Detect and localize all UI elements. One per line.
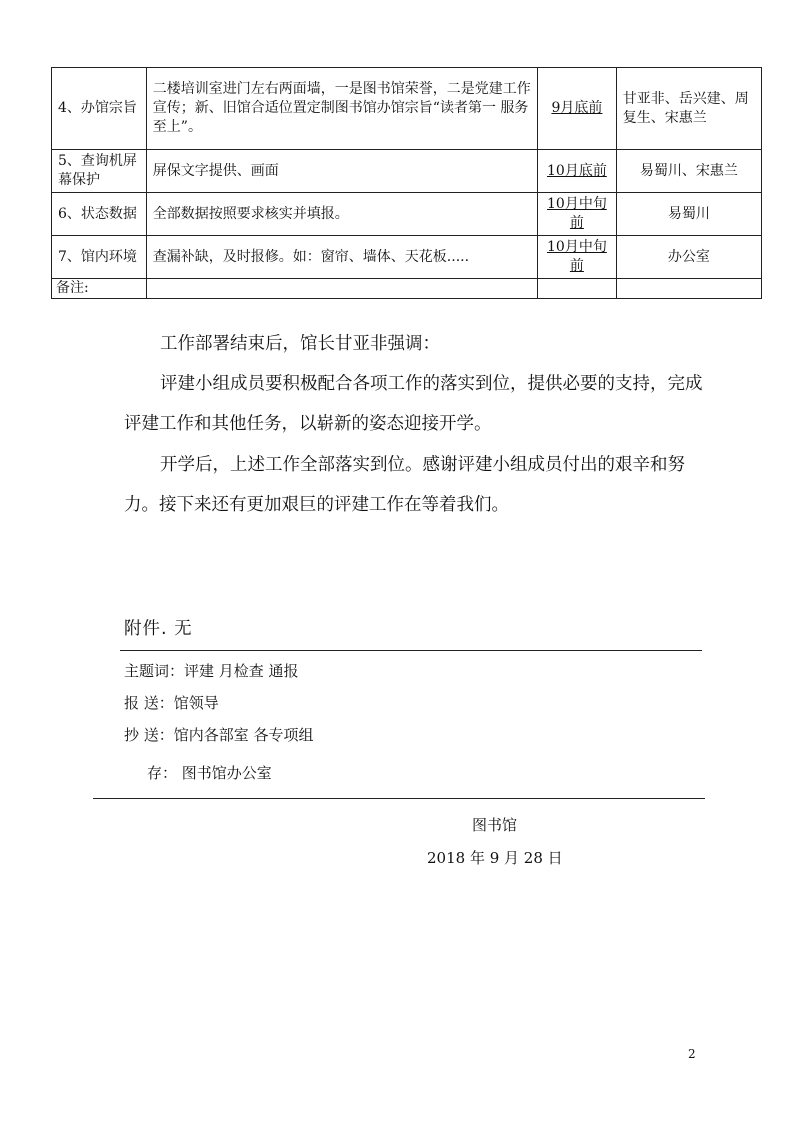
divider-bottom — [93, 798, 705, 799]
task-name: 7、馆内环境 — [52, 236, 147, 279]
divider-top — [120, 650, 702, 651]
task-deadline: 9月底前 — [538, 68, 617, 150]
task-content: 屏保文字提供、画面 — [146, 150, 537, 193]
table-row — [52, 68, 762, 150]
remark-owner — [616, 279, 761, 299]
remark-content — [146, 279, 537, 299]
task-name: 4、办馆宗旨 — [52, 68, 147, 150]
archive-to: 存： 图书馆办公室 — [147, 764, 272, 782]
task-deadline: 10月底前 — [538, 150, 617, 193]
task-name: 6、状态数据 — [52, 193, 147, 236]
task-owner: 易蜀川 — [616, 193, 761, 236]
signature-org: 图书馆 — [472, 816, 518, 834]
task-content: 全部数据按照要求核实并填报。 — [146, 193, 537, 236]
remark-row — [52, 279, 762, 299]
table-row — [52, 150, 762, 193]
task-name: 5、查询机屏幕保护 — [52, 150, 147, 193]
body-paragraph-1: 工作部署结束后，馆长甘亚非强调： — [160, 334, 440, 354]
body-paragraph-3: 开学后，上述工作全部落实到位。感谢评建小组成员付出的艰辛和努力。接下来还有更加艰巨的评建工作在等着我们。 — [124, 455, 685, 515]
task-content: 查漏补缺，及时报修。如：窗帘、墙体、天花板..... — [146, 236, 537, 279]
body-paragraph-2: 评建小组成员要积极配合各项工作的落实到位，提供必要的支持，完成评建工作和其他任务，以崭新的姿态迎接开学。 — [124, 374, 703, 434]
subject-words: 主题词：评建 月检查 通报 — [124, 662, 299, 680]
task-owner: 易蜀川、宋惠兰 — [616, 150, 761, 193]
task-table — [51, 67, 762, 299]
task-content: 二楼培训室进门左右两面墙，一是图书馆荣誉，二是党建工作宣传；新、旧馆合适位置定制图书馆办馆宗旨“读者第一 服务至上”。 — [146, 68, 537, 150]
task-owner: 办公室 — [616, 236, 761, 279]
table-row — [52, 236, 762, 279]
page-number: 2 — [688, 1047, 696, 1061]
remark-deadline — [538, 279, 617, 299]
task-deadline: 10月中旬前 — [538, 193, 617, 236]
signature-date: 2018 年 9 月 28 日 — [427, 849, 563, 867]
remark-label: 备注: — [52, 279, 147, 299]
task-owner: 甘亚非、岳兴建、周复生、宋惠兰 — [616, 68, 761, 150]
attachment-line: 附件. 无 — [124, 619, 193, 639]
copy-to: 抄 送：馆内各部室 各专项组 — [124, 726, 314, 744]
task-deadline: 10月中旬前 — [538, 236, 617, 279]
table-row — [52, 193, 762, 236]
report-to: 报 送：馆领导 — [124, 694, 219, 712]
